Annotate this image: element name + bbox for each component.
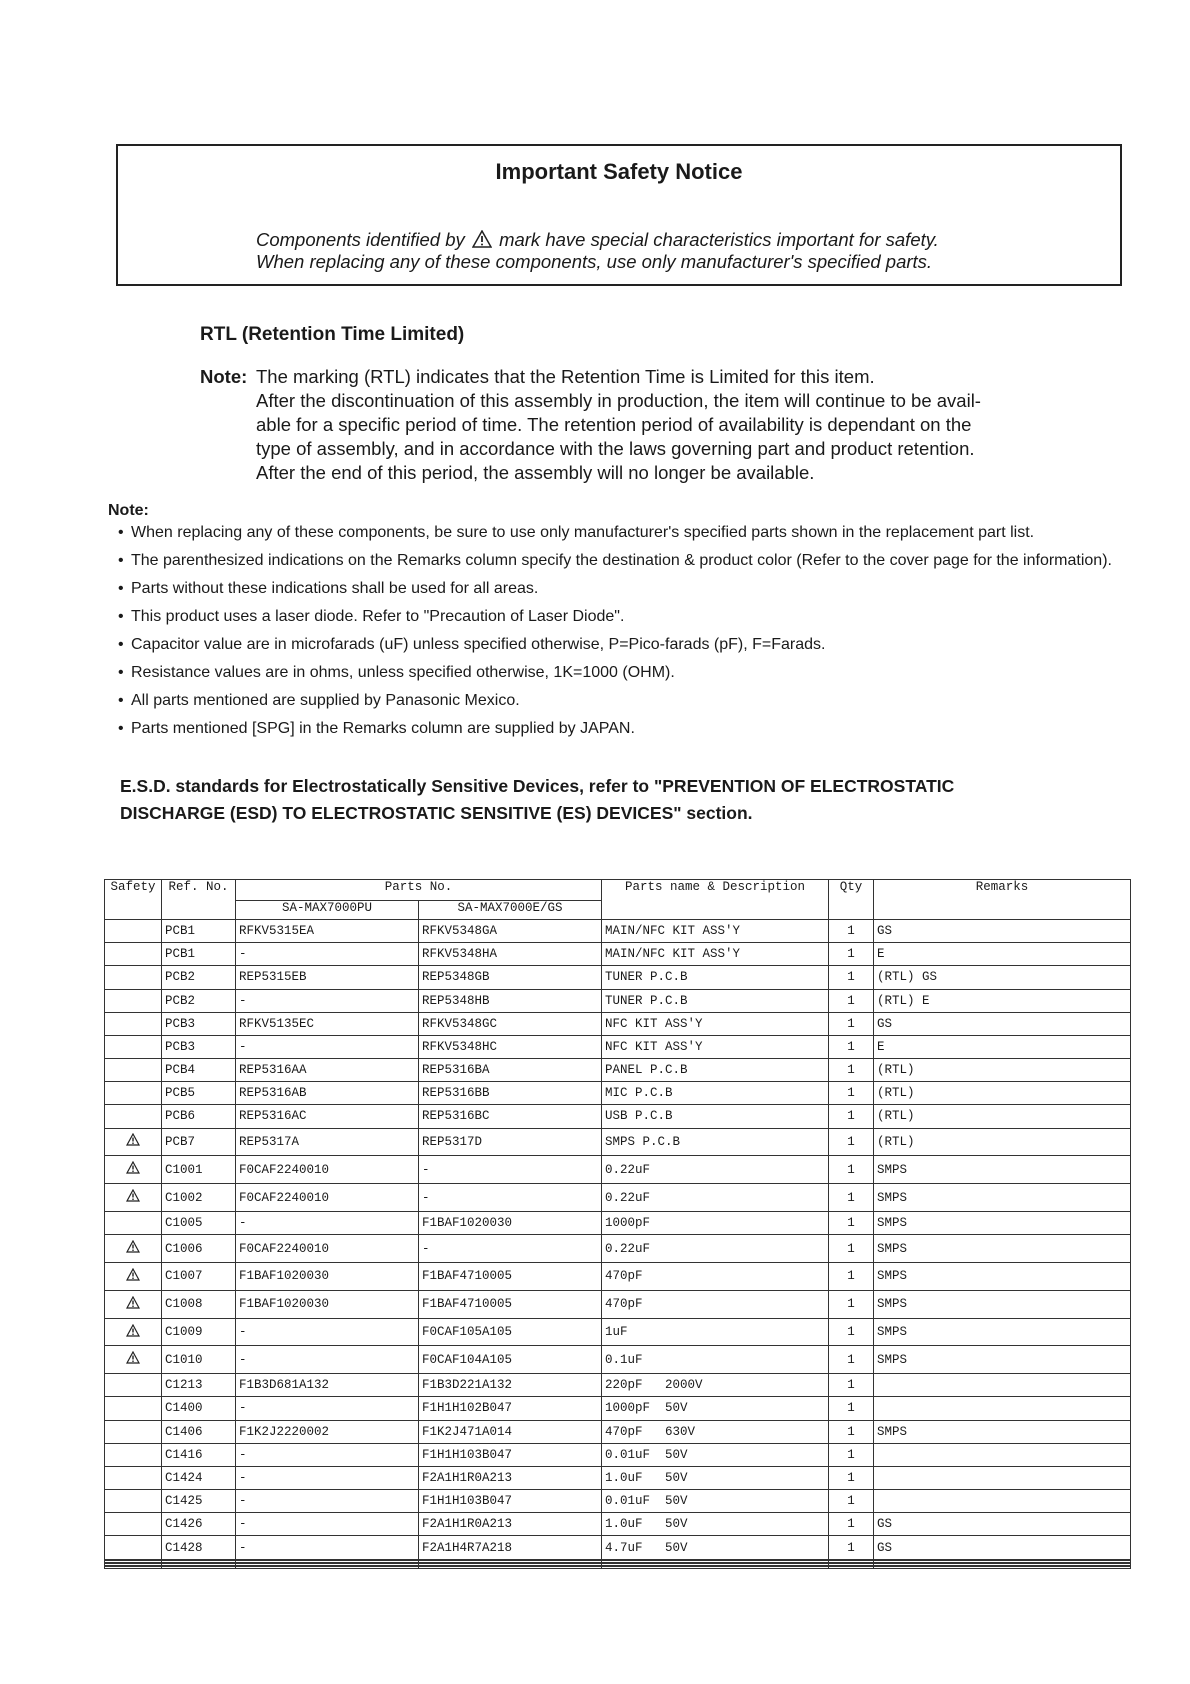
empty-cell <box>874 1567 1131 1569</box>
part-no-a-cell: F1B3D681A132 <box>236 1374 419 1397</box>
qty-cell: 1 <box>829 943 874 966</box>
warning-triangle-icon <box>126 1133 140 1150</box>
safety-notice-line2: When replacing any of these components, use only manufacturer's specified parts. <box>256 251 933 272</box>
ref-cell: C1008 <box>162 1290 236 1318</box>
safety-notice-line1-post: mark have special characteristics important for safety. <box>499 229 939 250</box>
description-cell: 470pF <box>602 1290 829 1318</box>
table-row <box>105 1443 1131 1466</box>
description-cell: 1000pF 50V <box>602 1397 829 1420</box>
safety-cell <box>105 943 162 966</box>
ref-cell: C1425 <box>162 1490 236 1513</box>
ref-cell: C1009 <box>162 1318 236 1346</box>
description-cell: NFC KIT ASS'Y <box>602 1012 829 1035</box>
remarks-cell: SMPS <box>874 1318 1131 1346</box>
part-no-b-cell: F1H1H102B047 <box>419 1397 602 1420</box>
ref-cell: C1006 <box>162 1235 236 1263</box>
empty-cell <box>602 1567 829 1569</box>
notes-label: Note: <box>108 502 149 519</box>
description-cell: NFC KIT ASS'Y <box>602 1035 829 1058</box>
empty-cell <box>829 1567 874 1569</box>
safety-cell <box>105 1128 162 1156</box>
part-no-a-cell: REP5316AC <box>236 1105 419 1128</box>
rtl-line: type of assembly, and in accordance with the laws governing part and product retention. <box>256 438 975 459</box>
table-row <box>105 1059 1131 1082</box>
safety-notice-title: Important Safety Notice <box>495 159 743 184</box>
note-item: • This product uses a laser diode. Refer to "Precaution of Laser Diode". <box>118 606 1132 627</box>
remarks-cell: (RTL) E <box>874 989 1131 1012</box>
qty-cell: 1 <box>829 1374 874 1397</box>
safety-cell <box>105 1059 162 1082</box>
table-row <box>105 1346 1131 1374</box>
ref-cell: PCB4 <box>162 1059 236 1082</box>
ref-cell: C1001 <box>162 1156 236 1184</box>
description-cell: 220pF 2000V <box>602 1374 829 1397</box>
ref-cell: C1010 <box>162 1346 236 1374</box>
table-row <box>105 1262 1131 1290</box>
rtl-line: After the end of this period, the assembly will no longer be available. <box>256 462 815 483</box>
qty-cell: 1 <box>829 1466 874 1489</box>
remarks-cell <box>874 1443 1131 1466</box>
description-cell: MAIN/NFC KIT ASS'Y <box>602 943 829 966</box>
description-cell: 0.01uF 50V <box>602 1443 829 1466</box>
remarks-cell: SMPS <box>874 1346 1131 1374</box>
table-row <box>105 1012 1131 1035</box>
qty-cell: 1 <box>829 989 874 1012</box>
warning-triangle-icon <box>126 1351 140 1368</box>
note-item: • When replacing any of these components, be sure to use only manufacturer's specified parts shown in the replacement part list. <box>118 522 1132 543</box>
description-cell: SMPS P.C.B <box>602 1128 829 1156</box>
description-cell: 0.22uF <box>602 1184 829 1212</box>
note-item: • All parts mentioned are supplied by Panasonic Mexico. <box>118 690 1132 711</box>
qty-cell: 1 <box>829 1105 874 1128</box>
safety-cell <box>105 1536 162 1559</box>
table-row <box>105 1082 1131 1105</box>
table-row <box>105 1105 1131 1128</box>
safety-cell <box>105 1490 162 1513</box>
part-no-a-cell: REP5316AB <box>236 1082 419 1105</box>
table-row <box>105 1466 1131 1489</box>
remarks-cell <box>874 1466 1131 1489</box>
part-no-b-cell: REP5316BC <box>419 1105 602 1128</box>
remarks-cell: GS <box>874 1012 1131 1035</box>
empty-cell <box>419 1567 602 1569</box>
header-safety: Safety <box>105 880 162 920</box>
part-no-b-cell: REP5317D <box>419 1128 602 1156</box>
remarks-cell: SMPS <box>874 1211 1131 1234</box>
table-row <box>105 1211 1131 1234</box>
warning-triangle-icon <box>126 1296 140 1313</box>
ref-cell: C1424 <box>162 1466 236 1489</box>
safety-cell <box>105 1082 162 1105</box>
rtl-title: RTL (Retention Time Limited) <box>200 324 465 345</box>
description-cell: TUNER P.C.B <box>602 989 829 1012</box>
table-row <box>105 1156 1131 1184</box>
qty-cell: 1 <box>829 1536 874 1559</box>
part-no-b-cell: REP5316BB <box>419 1082 602 1105</box>
table-row <box>105 1318 1131 1346</box>
part-no-a-cell: - <box>236 1346 419 1374</box>
header-model-b: SA-MAX7000E/GS <box>419 901 602 920</box>
qty-cell: 1 <box>829 1082 874 1105</box>
safety-cell <box>105 1035 162 1058</box>
safety-cell <box>105 1235 162 1263</box>
remarks-cell: SMPS <box>874 1235 1131 1263</box>
qty-cell: 1 <box>829 1012 874 1035</box>
part-no-b-cell: F2A1H1R0A213 <box>419 1513 602 1536</box>
description-cell: 0.1uF <box>602 1346 829 1374</box>
part-no-b-cell: REP5348GB <box>419 966 602 989</box>
remarks-cell <box>874 1397 1131 1420</box>
part-no-a-cell: REP5316AA <box>236 1059 419 1082</box>
table-row <box>105 920 1131 943</box>
empty-cell <box>105 1567 162 1569</box>
table-row <box>105 1128 1131 1156</box>
safety-cell <box>105 1443 162 1466</box>
qty-cell: 1 <box>829 1443 874 1466</box>
warning-triangle-icon <box>126 1189 140 1206</box>
header-parts-no: Parts No. <box>236 880 602 901</box>
part-no-b-cell: - <box>419 1156 602 1184</box>
description-cell: 1.0uF 50V <box>602 1513 829 1536</box>
description-cell: 1uF <box>602 1318 829 1346</box>
remarks-cell <box>874 1490 1131 1513</box>
remarks-cell: SMPS <box>874 1290 1131 1318</box>
header-qty: Qty <box>829 880 874 920</box>
safety-cell <box>105 1290 162 1318</box>
safety-cell <box>105 1211 162 1234</box>
remarks-cell: (RTL) <box>874 1128 1131 1156</box>
remarks-cell: (RTL) GS <box>874 966 1131 989</box>
safety-cell <box>105 1420 162 1443</box>
qty-cell: 1 <box>829 1035 874 1058</box>
part-no-b-cell: F1B3D221A132 <box>419 1374 602 1397</box>
qty-cell: 1 <box>829 1211 874 1234</box>
safety-cell <box>105 1513 162 1536</box>
remarks-cell: (RTL) <box>874 1105 1131 1128</box>
description-cell: 1000pF <box>602 1211 829 1234</box>
part-no-a-cell: - <box>236 1318 419 1346</box>
table-row <box>105 1290 1131 1318</box>
ref-cell: PCB2 <box>162 966 236 989</box>
description-cell: MAIN/NFC KIT ASS'Y <box>602 920 829 943</box>
safety-cell <box>105 1184 162 1212</box>
note-item: • The parenthesized indications on the Remarks column specify the destination & product color (Refer to the cover page for the information). <box>118 550 1132 571</box>
remarks-cell: (RTL) <box>874 1059 1131 1082</box>
part-no-a-cell: RFKV5315EA <box>236 920 419 943</box>
part-no-a-cell: F0CAF2240010 <box>236 1156 419 1184</box>
part-no-a-cell: - <box>236 1513 419 1536</box>
empty-table-row <box>105 1567 1131 1569</box>
ref-cell: C1426 <box>162 1513 236 1536</box>
table-row <box>105 966 1131 989</box>
description-cell: USB P.C.B <box>602 1105 829 1128</box>
qty-cell: 1 <box>829 1490 874 1513</box>
ref-cell: C1406 <box>162 1420 236 1443</box>
note-item: • Capacitor value are in microfarads (uF) unless specified otherwise, P=Pico-farads (pF), F=Farads. <box>118 634 1132 655</box>
part-no-b-cell: F2A1H1R0A213 <box>419 1466 602 1489</box>
description-cell: 0.01uF 50V <box>602 1490 829 1513</box>
part-no-a-cell: RFKV5135EC <box>236 1012 419 1035</box>
part-no-b-cell: REP5348HB <box>419 989 602 1012</box>
safety-cell <box>105 989 162 1012</box>
part-no-b-cell: RFKV5348HA <box>419 943 602 966</box>
ref-cell: PCB2 <box>162 989 236 1012</box>
ref-cell: PCB1 <box>162 943 236 966</box>
part-no-b-cell: F2A1H4R7A218 <box>419 1536 602 1559</box>
empty-cell <box>162 1567 236 1569</box>
part-no-a-cell: REP5315EB <box>236 966 419 989</box>
table-row <box>105 1513 1131 1536</box>
part-no-b-cell: - <box>419 1184 602 1212</box>
part-no-b-cell: F0CAF104A105 <box>419 1346 602 1374</box>
qty-cell: 1 <box>829 1513 874 1536</box>
table-row <box>105 1536 1131 1559</box>
table-row <box>105 1397 1131 1420</box>
part-no-a-cell: - <box>236 1536 419 1559</box>
part-no-b-cell: - <box>419 1235 602 1263</box>
remarks-cell: SMPS <box>874 1156 1131 1184</box>
safety-cell <box>105 1374 162 1397</box>
warning-triangle-icon <box>126 1268 140 1285</box>
remarks-cell: SMPS <box>874 1420 1131 1443</box>
description-cell: MIC P.C.B <box>602 1082 829 1105</box>
safety-cell <box>105 1156 162 1184</box>
table-row <box>105 989 1131 1012</box>
part-no-a-cell: - <box>236 989 419 1012</box>
description-cell: 470pF <box>602 1262 829 1290</box>
safety-cell <box>105 920 162 943</box>
qty-cell: 1 <box>829 1156 874 1184</box>
ref-cell: C1400 <box>162 1397 236 1420</box>
ref-cell: C1416 <box>162 1443 236 1466</box>
part-no-a-cell: F1BAF1020030 <box>236 1262 419 1290</box>
empty-cell <box>236 1567 419 1569</box>
part-no-b-cell: RFKV5348GA <box>419 920 602 943</box>
ref-cell: PCB1 <box>162 920 236 943</box>
remarks-cell: GS <box>874 920 1131 943</box>
warning-triangle-icon <box>126 1324 140 1341</box>
part-no-a-cell: - <box>236 1211 419 1234</box>
safety-notice-body <box>256 230 939 272</box>
rtl-note-label: Note: <box>200 366 248 387</box>
safety-cell <box>105 1318 162 1346</box>
part-no-b-cell: F1BAF4710005 <box>419 1262 602 1290</box>
description-cell: 4.7uF 50V <box>602 1536 829 1559</box>
qty-cell: 1 <box>829 1059 874 1082</box>
table-row <box>105 1420 1131 1443</box>
qty-cell: 1 <box>829 1184 874 1212</box>
safety-cell <box>105 966 162 989</box>
safety-cell <box>105 1012 162 1035</box>
part-no-b-cell: RFKV5348GC <box>419 1012 602 1035</box>
part-no-b-cell: REP5316BA <box>419 1059 602 1082</box>
header-description: Parts name & Description <box>602 880 829 920</box>
warning-triangle-icon <box>126 1240 140 1257</box>
rtl-note-body <box>256 365 981 485</box>
safety-notice-line1-pre: Components identified by <box>256 229 465 250</box>
ref-cell: PCB3 <box>162 1012 236 1035</box>
part-no-b-cell: RFKV5348HC <box>419 1035 602 1058</box>
part-no-a-cell: - <box>236 1466 419 1489</box>
ref-cell: C1005 <box>162 1211 236 1234</box>
remarks-cell: SMPS <box>874 1184 1131 1212</box>
part-no-a-cell: - <box>236 943 419 966</box>
qty-cell: 1 <box>829 920 874 943</box>
part-no-b-cell: F0CAF105A105 <box>419 1318 602 1346</box>
notes-list <box>118 522 1132 746</box>
note-item: • Parts without these indications shall be used for all areas. <box>118 578 1132 599</box>
ref-cell: C1002 <box>162 1184 236 1212</box>
note-item: • Resistance values are in ohms, unless specified otherwise, 1K=1000 (OHM). <box>118 662 1132 683</box>
ref-cell: PCB6 <box>162 1105 236 1128</box>
safety-cell <box>105 1262 162 1290</box>
warning-triangle-icon <box>472 230 492 252</box>
ref-cell: PCB7 <box>162 1128 236 1156</box>
header-model-a: SA-MAX7000PU <box>236 901 419 920</box>
part-no-a-cell: - <box>236 1035 419 1058</box>
table-row <box>105 1490 1131 1513</box>
rtl-line: After the discontinuation of this assembly in production, the item will continue to be avail- <box>256 390 981 411</box>
qty-cell: 1 <box>829 1290 874 1318</box>
table-row <box>105 943 1131 966</box>
description-cell: 0.22uF <box>602 1235 829 1263</box>
qty-cell: 1 <box>829 1397 874 1420</box>
safety-cell <box>105 1105 162 1128</box>
part-no-b-cell: F1H1H103B047 <box>419 1443 602 1466</box>
note-item: • Parts mentioned [SPG] in the Remarks column are supplied by JAPAN. <box>118 718 1132 739</box>
header-remarks: Remarks <box>874 880 1131 920</box>
qty-cell: 1 <box>829 1235 874 1263</box>
ref-cell: C1007 <box>162 1262 236 1290</box>
part-no-a-cell: F1K2J2220002 <box>236 1420 419 1443</box>
remarks-cell: GS <box>874 1536 1131 1559</box>
part-no-a-cell: F1BAF1020030 <box>236 1290 419 1318</box>
parts-table-body <box>105 920 1131 1569</box>
part-no-a-cell: F0CAF2240010 <box>236 1235 419 1263</box>
description-cell: 0.22uF <box>602 1156 829 1184</box>
remarks-cell: E <box>874 1035 1131 1058</box>
qty-cell: 1 <box>829 1318 874 1346</box>
qty-cell: 1 <box>829 1346 874 1374</box>
warning-triangle-icon <box>126 1161 140 1178</box>
ref-cell: C1213 <box>162 1374 236 1397</box>
safety-cell <box>105 1346 162 1374</box>
esd-line1: E.S.D. standards for Electrostatically Sensitive Devices, refer to "PREVENTION OF ELECTROSTATIC <box>120 776 955 796</box>
part-no-a-cell: - <box>236 1490 419 1513</box>
part-no-a-cell: REP5317A <box>236 1128 419 1156</box>
part-no-b-cell: F1BAF1020030 <box>419 1211 602 1234</box>
description-cell: PANEL P.C.B <box>602 1059 829 1082</box>
part-no-b-cell: F1H1H103B047 <box>419 1490 602 1513</box>
description-cell: TUNER P.C.B <box>602 966 829 989</box>
part-no-a-cell: - <box>236 1443 419 1466</box>
part-no-a-cell: - <box>236 1397 419 1420</box>
remarks-cell: SMPS <box>874 1262 1131 1290</box>
table-row <box>105 1374 1131 1397</box>
header-ref-no: Ref. No. <box>162 880 236 920</box>
safety-cell <box>105 1397 162 1420</box>
qty-cell: 1 <box>829 1262 874 1290</box>
table-row <box>105 1235 1131 1263</box>
parts-table <box>104 879 1131 1569</box>
remarks-cell: (RTL) <box>874 1082 1131 1105</box>
esd-line2: DISCHARGE (ESD) TO ELECTROSTATIC SENSITIVE (ES) DEVICES" section. <box>120 803 753 823</box>
qty-cell: 1 <box>829 1420 874 1443</box>
qty-cell: 1 <box>829 966 874 989</box>
remarks-cell: E <box>874 943 1131 966</box>
esd-notice <box>120 773 954 827</box>
description-cell: 470pF 630V <box>602 1420 829 1443</box>
table-row <box>105 1035 1131 1058</box>
ref-cell: PCB5 <box>162 1082 236 1105</box>
remarks-cell: GS <box>874 1513 1131 1536</box>
qty-cell: 1 <box>829 1128 874 1156</box>
rtl-line: The marking (RTL) indicates that the Retention Time is Limited for this item. <box>256 366 875 387</box>
table-row <box>105 1184 1131 1212</box>
rtl-line: able for a specific period of time. The retention period of availability is dependant on the <box>256 414 972 435</box>
remarks-cell <box>874 1374 1131 1397</box>
part-no-a-cell: F0CAF2240010 <box>236 1184 419 1212</box>
ref-cell: C1428 <box>162 1536 236 1559</box>
ref-cell: PCB3 <box>162 1035 236 1058</box>
safety-notice-box <box>116 144 1122 286</box>
part-no-b-cell: F1K2J471A014 <box>419 1420 602 1443</box>
description-cell: 1.0uF 50V <box>602 1466 829 1489</box>
part-no-b-cell: F1BAF4710005 <box>419 1290 602 1318</box>
safety-cell <box>105 1466 162 1489</box>
